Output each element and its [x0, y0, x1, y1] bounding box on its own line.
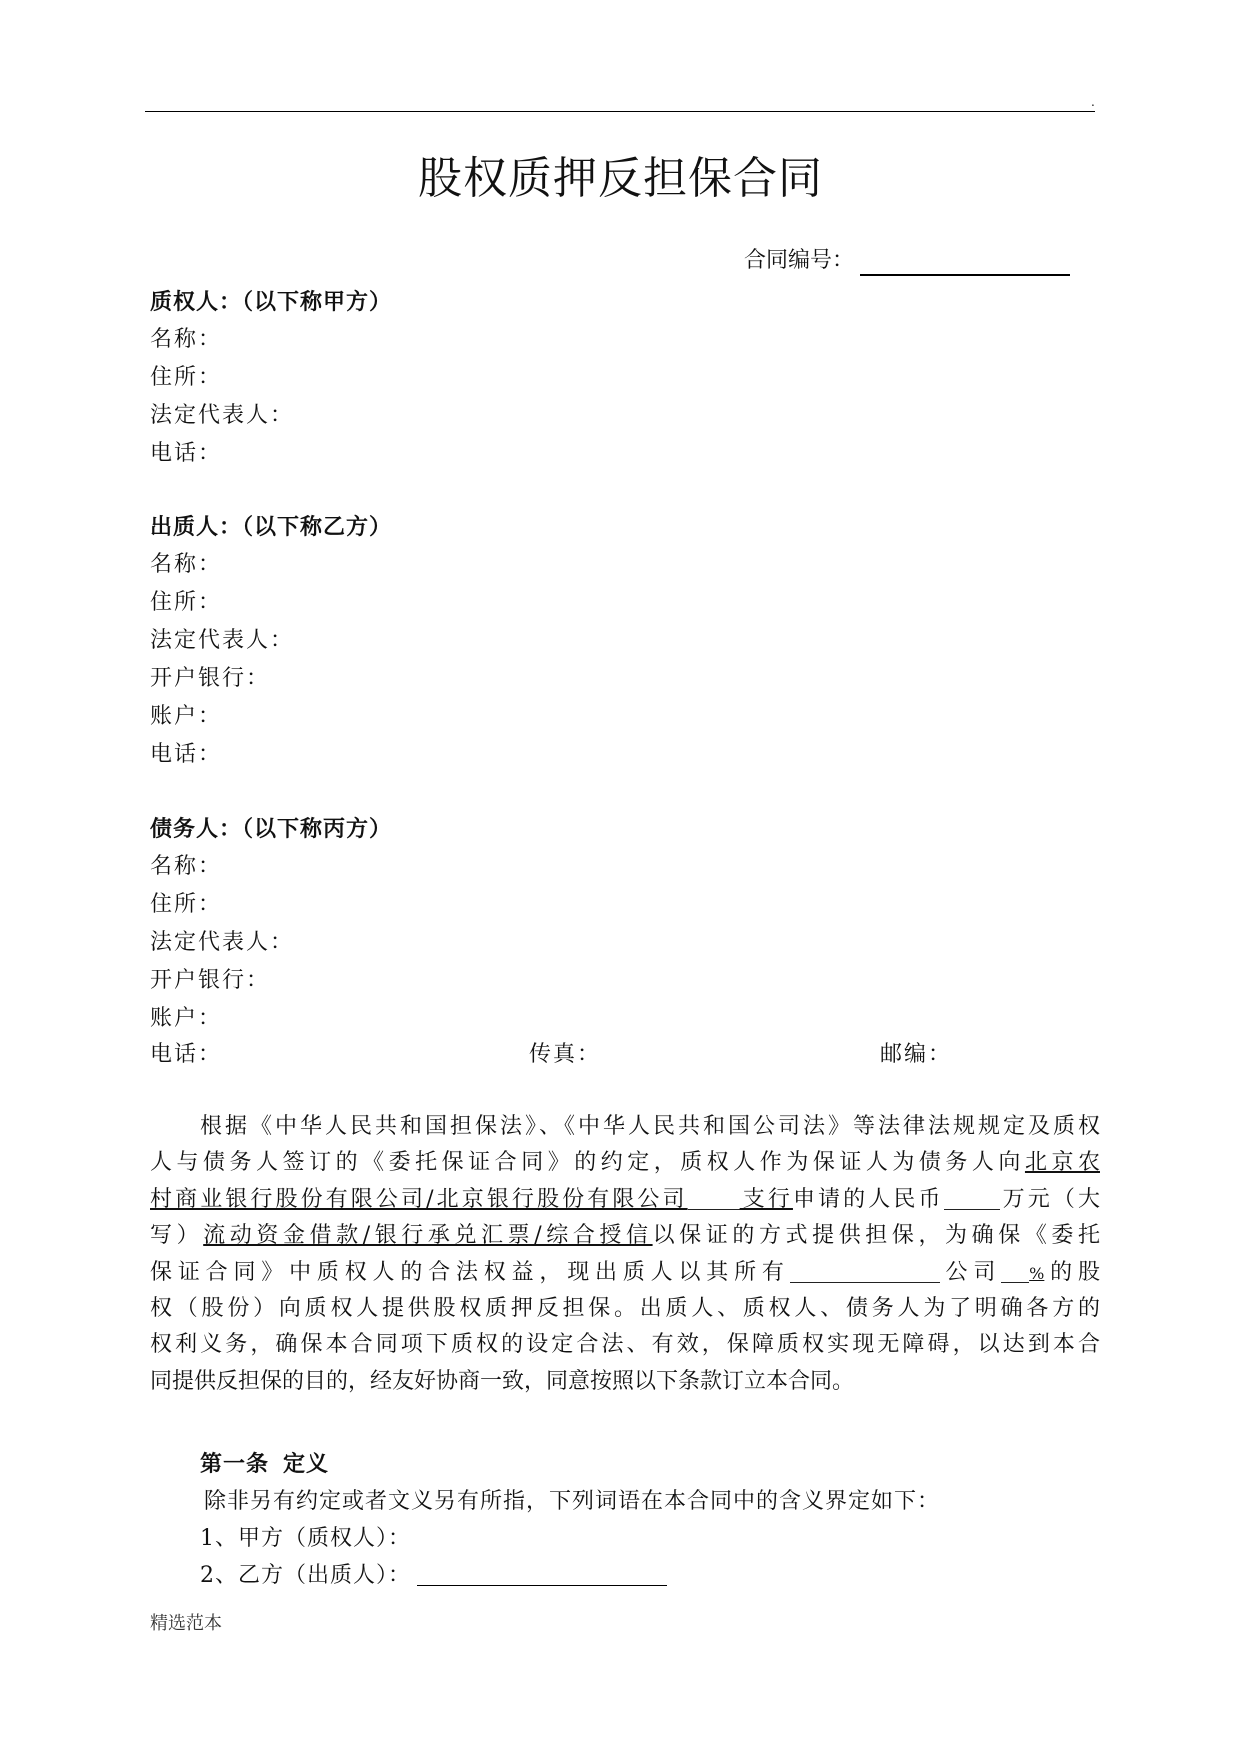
preamble-line — [150, 1218, 1100, 1254]
party-c-section — [150, 810, 392, 1038]
party-b-bank: 开户银行： — [150, 666, 271, 691]
preamble-text: 的股 — [1044, 1259, 1100, 1285]
party-c-phone: 电话： — [150, 1042, 223, 1067]
party-c-fax: 传真： — [529, 1042, 602, 1067]
preamble-line — [150, 1255, 1100, 1291]
bank-name-underlined: 村商业银行股份有限公司/北京银行股份有限公司 — [150, 1186, 688, 1212]
party-a-name: 名称： — [150, 327, 223, 352]
contract-number — [744, 246, 1070, 276]
preamble-text: 写） — [150, 1223, 204, 1249]
preamble-line: 权（股份）向质权人提供股权质押反担保。出质人、质权人、债务人为了明确各方的 — [150, 1295, 1100, 1321]
preamble-text: 万元（大 — [999, 1186, 1100, 1212]
party-a-heading: 质权人：（以下称甲方） — [150, 289, 393, 315]
party-b-heading: 出质人：（以下称乙方） — [150, 514, 393, 540]
party-b-account: 账户： — [150, 704, 223, 729]
preamble-text: 公司 — [939, 1259, 1002, 1285]
article-number: 第一条 — [200, 1452, 270, 1477]
party-a-address: 住所： — [150, 365, 223, 390]
branch-blank — [688, 1185, 740, 1210]
header-dot: . — [1091, 95, 1095, 109]
party-b-legal-rep: 法定代表人： — [150, 628, 295, 653]
footer-label: 精选范本 — [150, 1613, 222, 1634]
party-b-address: 住所： — [150, 590, 223, 615]
contract-number-label: 合同编号： — [744, 248, 855, 273]
article-title: 定义 — [283, 1452, 330, 1477]
article-1 — [200, 1447, 940, 1594]
party-c-name: 名称： — [150, 854, 223, 879]
loan-type-underlined: 流动资金借款/银行承兑汇票/综合授信 — [203, 1223, 653, 1249]
preamble-line: 根据《中华人民共和国担保法》、《中华人民共和国公司法》等法律法规规定及质权 — [200, 1114, 1100, 1139]
party-c-bank: 开户银行： — [150, 968, 271, 993]
preamble-text: 申请的人民币 — [792, 1186, 944, 1212]
percent-blank — [1001, 1258, 1029, 1283]
party-c-legal-rep: 法定代表人： — [150, 930, 295, 955]
article-1-item-2-label: 2、乙方（出质人）： — [200, 1563, 411, 1588]
party-a-section — [150, 283, 392, 473]
preamble-line — [150, 1182, 1100, 1218]
party-b-name: 名称： — [150, 552, 223, 577]
party-a-legal-rep: 法定代表人： — [150, 403, 295, 428]
preamble-text: 人与债务人签订的《委托保证合同》的约定，质权人作为保证人为债务人向 — [150, 1150, 1025, 1176]
branch-label-underlined: 支行 — [739, 1186, 793, 1212]
party-c-address: 住所： — [150, 892, 223, 917]
preamble-line: 权利义务，确保本合同项下质权的设定合法、有效，保障质权实现无障碍，以达到本合 — [150, 1332, 1100, 1358]
party-c-heading: 债务人：（以下称丙方） — [150, 816, 393, 842]
preamble-line: 同提供反担保的目的，经友好协商一致，同意按照以下条款订立本合同。 — [150, 1368, 855, 1394]
contract-number-blank — [860, 252, 1070, 276]
document-title: 股权质押反担保合同 — [418, 153, 823, 204]
article-1-item-1: 1、甲方（质权人）： — [200, 1526, 411, 1551]
article-1-intro: 除非另有约定或者文义另有所指，下列词语在本合同中的含义界定如下： — [204, 1489, 941, 1514]
amount-blank — [944, 1185, 1000, 1210]
article-1-item-2 — [200, 1557, 940, 1594]
party-c-account: 账户： — [150, 1006, 223, 1031]
header-rule — [145, 111, 1095, 112]
party-a-phone: 电话： — [150, 441, 223, 466]
company-blank — [790, 1258, 940, 1283]
party-c-zip: 邮编： — [880, 1042, 953, 1067]
preamble-line — [150, 1145, 1100, 1181]
party-b-phone: 电话： — [150, 742, 223, 767]
preamble-paragraph — [150, 1109, 1100, 1400]
bank-name-underlined: 北京农 — [1024, 1150, 1100, 1176]
percent-sign: % — [1029, 1263, 1045, 1283]
party-b-section — [150, 508, 392, 774]
party-b-name-blank — [417, 1561, 667, 1586]
preamble-text: 以保证的方式提供担保，为确保《委托 — [652, 1223, 1100, 1249]
article-1-heading — [200, 1447, 940, 1483]
preamble-text: 保证合同》中质权人的合法权益，现出质人以其所有 — [150, 1259, 790, 1285]
